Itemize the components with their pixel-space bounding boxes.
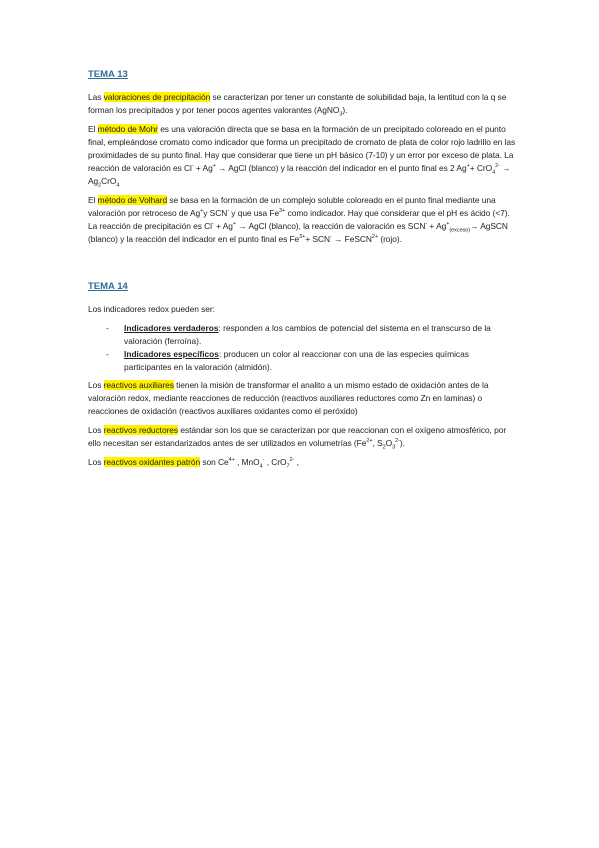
paragraph-metodo-volhard: El método de Volhard se basa en la formación de un complejo soluble coloreado en el punto final mediante una valoración por retroceso de Ag+y SCN- y que usa $Fe^{3+}$ como indicador. Hay que considerar que el pH es ácido (<7). La reacción de precipitación es Cl- + Ag+ → AgCl (blanco), la reacción de valoración es $SCN^- + Ag^+_{(exceso)}\to$ AgSCN (blanco) y la reacción del indicador en el punto final es $Fe^{3+}+ SCN^-$ → FeSCN$^{2+}$ (rojo). — [88, 195, 510, 244]
paragraph-metodo-mohr: El método de Mohr es una valoración directa que se basa en la formación de un precipitado coloreado en el punto final, empleándose cromato como indicador que forma un precipitado de cromato de plata de color rojo ladrillo en las proximidades de su punto final. Hay que considerar que tiene un pH básico (7-10) y un error por exceso de plata. La reacción de valoración es Cl- + Ag+ → AgCl (blanco) y la reacción del indicador en el punto final es 2 $Ag^++ CrO_4^{2-} \to Ag_2CrO_4$ — [88, 124, 516, 189]
list-item-indicadores-verdaderos: - Indicadores verdaderos: responden a los cambios de potencial del sistema en el transcurso de la valoración (ferroína). — [106, 322, 518, 348]
tema-14-heading: TEMA 14 — [88, 281, 128, 292]
document-body — [88, 68, 518, 475]
section-spacer — [88, 252, 518, 280]
indicator-list — [88, 322, 518, 374]
paragraph-indicadores-redox: Los indicadores redox pueden ser: — [88, 304, 215, 314]
highlight-volhard: método de Volhard — [97, 195, 168, 205]
highlight-mohr: método de Mohr — [97, 124, 158, 134]
paragraph-reactivos-oxidantes: Los reactivos oxidantes patrón son $Ce^{4+}$ , MnO$_4$- , CrO$_7^{2-}$ , — [88, 457, 299, 470]
highlight-reactivos-oxidantes: reactivos oxidantes patrón — [103, 457, 201, 467]
tema-13-heading: TEMA 13 — [88, 69, 128, 80]
term-indicadores-especificos: Indicadores específicos — [124, 349, 219, 359]
paragraph-reactivos-auxiliares: Los reactivos auxiliares tienen la misión de transformar el analito a un mismo estado de oxidación antes de la valoración redox, mediante reacciones de reducción (reactivos auxiliares reductores como Zn en laminas) o reacciones de oxidación (reactivos auxiliares oxidantes como el peróxido) — [88, 380, 489, 416]
paragraph-reactivos-reductores: Los reactivos reductores estándar son los que se caracterizan por que reaccionan con el oxígeno atmosférico, por ello necesitan ser estandarizados antes de ser utilizados en volumetrías ($Fe^{2+}$, $S_2O_3^{2-}$). — [88, 425, 507, 451]
highlight-reactivos-reductores: reactivos reductores — [103, 425, 179, 435]
list-item-indicadores-especificos: - Indicadores específicos: producen un color al reaccionar con una de las especies químicas participantes en la valoración (almidón). — [106, 348, 518, 374]
highlight-valoraciones: valoraciones de precipitación — [103, 92, 211, 102]
highlight-reactivos-auxiliares: reactivos auxiliares — [103, 380, 174, 390]
paragraph-valoraciones-precipitacion: Las valoraciones de precipitación se caracterizan por tener un constante de solubilidad baja, la lentitud con la q se forman los precipitados y por tener pocos agentes valorantes (AgNO$_3$). — [88, 92, 507, 118]
term-indicadores-verdaderos: Indicadores verdaderos — [124, 323, 219, 333]
